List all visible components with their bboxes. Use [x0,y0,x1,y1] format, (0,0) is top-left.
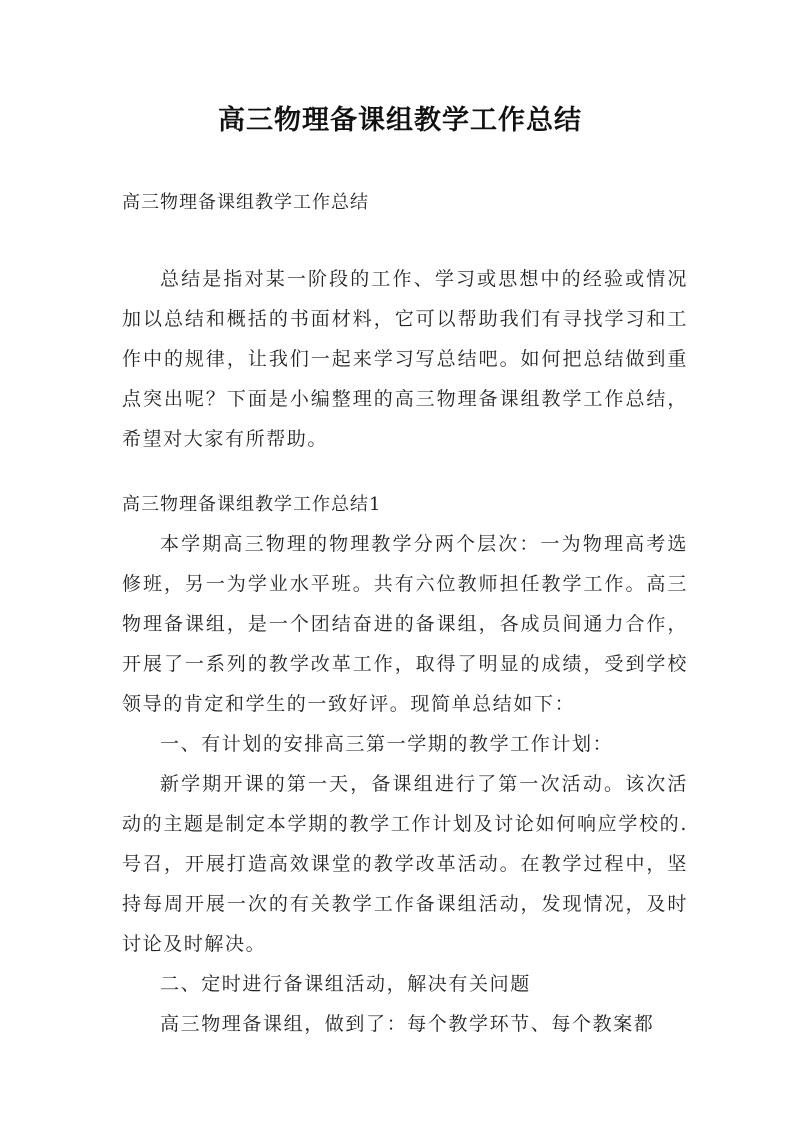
paragraph-heading-two: 二、定时进行备课组活动，解决有关问题 [160,973,531,995]
document-title: 高三物理备课组教学工作总结 [218,105,582,136]
intro-block [122,259,688,459]
paragraph-heading-one: 一、有计划的安排高三第一学期的教学工作计划： [160,733,614,755]
paragraph-overview: 本学期高三物理的物理教学分两个层次：一为物理高考选修班，另一为学业水平班。共有六位教师担任教学工作。高三物理备课组，是一个团结奋进的备课组，各成员间通力合作，开展了一系列的教学改革工作，取得了明显的成绩，受到学校领导的肯定和学生的一致好评。现简单总结如下： [122,533,688,715]
section-heading: 高三物理备课组教学工作总结1 [122,494,382,515]
intro-paragraph: 总结是指对某一阶段的工作、学习或思想中的经验或情况加以总结和概括的书面材料，它可以帮助我们有寻找学习和工作中的规律，让我们一起来学习写总结吧。如何把总结做到重点突出呢？下面是小编整理的高三物理备课组教学工作总结，希望对大家有所帮助。 [122,268,688,450]
paragraph-continuation: 高三物理备课组，做到了：每个教学环节、每个教案都 [160,1013,655,1035]
section-content [122,524,688,1044]
paragraph-first-activity: 新学期开课的第一天，备课组进行了第一次活动。该次活动的主题是制定本学期的教学工作计划及讨论如何响应学校的.号召，开展打造高效课堂的教学改革活动。在教学过程中，坚持每周开展一次的有关教学工作备课组活动，发现情况，及时讨论及时解决。 [122,773,688,955]
document-subtitle: 高三物理备课组教学工作总结 [122,192,369,213]
